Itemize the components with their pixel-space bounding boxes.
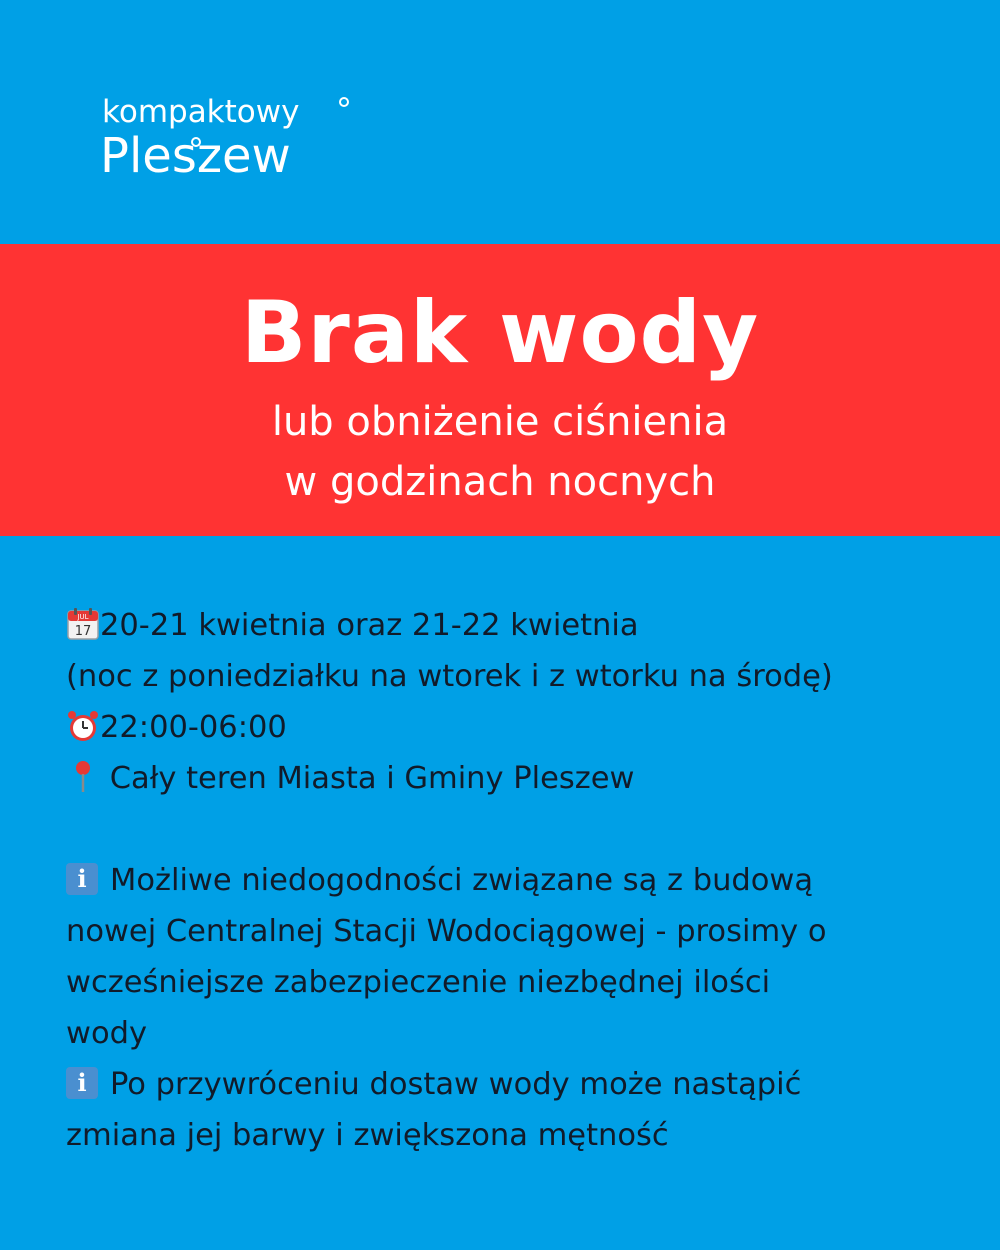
dates-line <box>66 600 946 651</box>
note2-line1 <box>66 1059 946 1110</box>
pushpin-icon <box>66 760 100 794</box>
note1-line3: wcześniejsze zabezpieczenie niezbędnej ilości <box>66 965 771 1000</box>
note1-line2: nowej Centralnej Stacji Wodociągowej - prosimy o <box>66 914 827 949</box>
note2-line2: zmiana jej barwy i zwiększona mętność <box>66 1118 669 1153</box>
logo-line2: Pleszew <box>100 128 291 182</box>
location-line <box>66 753 946 804</box>
note2-text: Po przywróceniu dostaw wody może nastąpić <box>110 1067 802 1102</box>
alarm-clock-icon <box>66 709 100 743</box>
note1-line4: wody <box>66 1016 148 1051</box>
svg-text:17: 17 <box>74 623 92 639</box>
time-line <box>66 702 946 753</box>
location-text: Cały teren Miasta i Gminy Pleszew <box>109 761 635 796</box>
info-icon: i <box>66 1067 98 1099</box>
logo-line1: kompaktowy <box>102 94 300 130</box>
banner-title: Brak wody <box>240 283 760 383</box>
note1-text: Możliwe niedogodności związane są z budową <box>110 863 814 898</box>
nights-text: (noc z poniedziałku na wtorek i z wtorku na środę) <box>66 659 833 694</box>
announcement-details <box>66 600 946 1161</box>
dates-text: 20-21 kwietnia oraz 21-22 kwietnia <box>100 608 639 643</box>
kompaktowy-pleszew-logo <box>100 92 360 182</box>
note1-line1 <box>66 855 946 906</box>
spacer <box>66 804 946 855</box>
calendar-icon <box>66 607 100 641</box>
svg-text:JUL: JUL <box>77 612 89 621</box>
time-text: 22:00-06:00 <box>100 710 287 745</box>
banner-subtitle-line1: lub obniżenie ciśnienia <box>271 399 729 445</box>
info-icon: i <box>66 863 98 895</box>
banner-subtitle-line2: w godzinach nocnych <box>284 459 716 505</box>
circuit-dot-icon <box>340 98 348 106</box>
